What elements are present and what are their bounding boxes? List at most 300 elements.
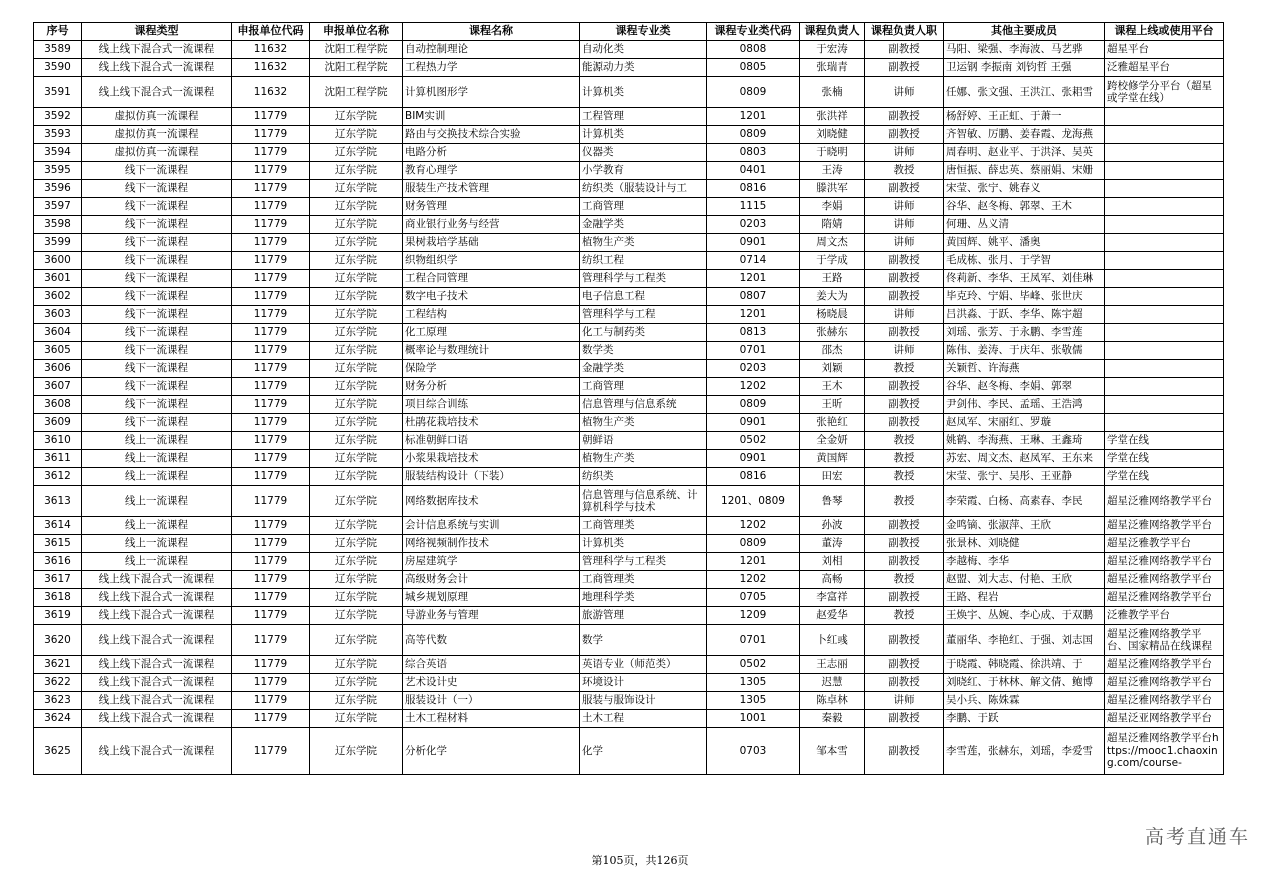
cell-title: 讲师 [865, 306, 944, 324]
cell-mcode: 1115 [707, 198, 800, 216]
cell-title: 副教授 [865, 108, 944, 126]
cell-course: 高等代数 [403, 625, 580, 656]
cell-title: 副教授 [865, 41, 944, 59]
cell-major: 计算机类 [580, 535, 707, 553]
cell-platform: 泛雅超星平台 [1105, 59, 1224, 77]
cell-school: 辽东学院 [310, 486, 403, 517]
cell-school: 辽东学院 [310, 378, 403, 396]
cell-members: 马阳、梁强、李海波、马艺骅 [944, 41, 1105, 59]
cell-leader: 张楠 [800, 77, 865, 108]
cell-mcode: 1202 [707, 517, 800, 535]
cell-type: 线上线下混合式一流课程 [82, 59, 232, 77]
cell-members: 任娜、张文强、王洪江、张耜雪 [944, 77, 1105, 108]
header-row [34, 23, 1224, 41]
table-row [34, 360, 1224, 378]
cell-major: 纺织工程 [580, 252, 707, 270]
cell-mcode: 1201 [707, 553, 800, 571]
cell-course: 织物组织学 [403, 252, 580, 270]
cell-leader: 秦毅 [800, 710, 865, 728]
cell-major: 电子信息工程 [580, 288, 707, 306]
cell-no: 3614 [34, 517, 82, 535]
table-row [34, 414, 1224, 432]
cell-no: 3615 [34, 535, 82, 553]
table-row [34, 306, 1224, 324]
cell-school: 辽东学院 [310, 589, 403, 607]
cell-members: 李雪莲，张赫东，刘瑶，李爱雪 [944, 728, 1105, 775]
cell-type: 线上一流课程 [82, 450, 232, 468]
cell-members: 李荣霞、白杨、高素春、李民 [944, 486, 1105, 517]
table-row [34, 432, 1224, 450]
cell-major: 工商管理 [580, 198, 707, 216]
cell-members: 尹剑伟、李民、孟瑶、王浩鸿 [944, 396, 1105, 414]
cell-title: 副教授 [865, 728, 944, 775]
cell-school: 辽东学院 [310, 162, 403, 180]
cell-school: 辽东学院 [310, 450, 403, 468]
cell-type: 线上线下混合式一流课程 [82, 607, 232, 625]
cell-leader: 张赫东 [800, 324, 865, 342]
cell-platform [1105, 216, 1224, 234]
cell-school: 辽东学院 [310, 571, 403, 589]
cell-mcode: 0502 [707, 656, 800, 674]
cell-members: 董丽华、李艳红、于强、刘志国 [944, 625, 1105, 656]
cell-leader: 杨晓晨 [800, 306, 865, 324]
cell-title: 教授 [865, 571, 944, 589]
cell-school: 辽东学院 [310, 306, 403, 324]
cell-mcode: 0807 [707, 288, 800, 306]
cell-major: 数学 [580, 625, 707, 656]
cell-no: 3596 [34, 180, 82, 198]
cell-type: 线上线下混合式一流课程 [82, 692, 232, 710]
table-body [34, 41, 1224, 775]
cell-code: 11779 [232, 517, 310, 535]
page-footer: 第105页，共126页 [591, 854, 689, 867]
cell-platform [1105, 234, 1224, 252]
cell-platform [1105, 378, 1224, 396]
cell-platform: 学堂在线 [1105, 468, 1224, 486]
cell-platform: 超星泛雅网络教学平台 [1105, 674, 1224, 692]
cell-leader: 张洪祥 [800, 108, 865, 126]
cell-major: 计算机类 [580, 77, 707, 108]
cell-platform: 泛雅教学平台 [1105, 607, 1224, 625]
cell-leader: 高畅 [800, 571, 865, 589]
cell-mcode: 0805 [707, 59, 800, 77]
cell-major: 植物生产类 [580, 414, 707, 432]
cell-platform: 超星泛雅网络教学平台 [1105, 553, 1224, 571]
cell-code: 11779 [232, 674, 310, 692]
col-header-major-code: 课程专业类代码 [707, 23, 800, 41]
cell-no: 3604 [34, 324, 82, 342]
cell-no: 3622 [34, 674, 82, 692]
table-row [34, 144, 1224, 162]
cell-course: 艺术设计史 [403, 674, 580, 692]
cell-type: 线下一流课程 [82, 306, 232, 324]
cell-code: 11779 [232, 162, 310, 180]
cell-no: 3595 [34, 162, 82, 180]
cell-code: 11779 [232, 288, 310, 306]
cell-mcode: 1202 [707, 571, 800, 589]
cell-major: 化学 [580, 728, 707, 775]
cell-members: 于晓霞、韩晓霞、徐洪靖、于 [944, 656, 1105, 674]
table-row [34, 126, 1224, 144]
cell-school: 辽东学院 [310, 656, 403, 674]
cell-mcode: 1201、0809 [707, 486, 800, 517]
cell-type: 线上一流课程 [82, 535, 232, 553]
table-row [34, 59, 1224, 77]
cell-type: 线下一流课程 [82, 162, 232, 180]
cell-platform: 学堂在线 [1105, 432, 1224, 450]
cell-course: 分析化学 [403, 728, 580, 775]
cell-code: 11779 [232, 216, 310, 234]
cell-title: 教授 [865, 486, 944, 517]
cell-platform [1105, 144, 1224, 162]
cell-no: 3610 [34, 432, 82, 450]
cell-mcode: 0809 [707, 396, 800, 414]
cell-no: 3620 [34, 625, 82, 656]
cell-major: 管理科学与工程类 [580, 553, 707, 571]
cell-mcode: 0703 [707, 728, 800, 775]
cell-leader: 王木 [800, 378, 865, 396]
cell-code: 11779 [232, 270, 310, 288]
cell-course: 化工原理 [403, 324, 580, 342]
cell-title: 讲师 [865, 77, 944, 108]
table-row [34, 486, 1224, 517]
cell-title: 副教授 [865, 625, 944, 656]
cell-members: 宋莹、张宁、吴彤、王亚静 [944, 468, 1105, 486]
cell-leader: 刘颖 [800, 360, 865, 378]
cell-code: 11779 [232, 180, 310, 198]
cell-platform: 超星泛亚网络教学平台 [1105, 710, 1224, 728]
cell-title: 副教授 [865, 59, 944, 77]
cell-leader: 王路 [800, 270, 865, 288]
cell-mcode: 0701 [707, 625, 800, 656]
cell-course: 计算机图形学 [403, 77, 580, 108]
cell-code: 11779 [232, 571, 310, 589]
cell-no: 3621 [34, 656, 82, 674]
cell-code: 11779 [232, 252, 310, 270]
cell-school: 辽东学院 [310, 360, 403, 378]
cell-school: 辽东学院 [310, 692, 403, 710]
cell-mcode: 1201 [707, 270, 800, 288]
cell-no: 3625 [34, 728, 82, 775]
cell-leader: 王涛 [800, 162, 865, 180]
cell-platform: 跨校修学分平台（超星或学堂在线） [1105, 77, 1224, 108]
cell-school: 辽东学院 [310, 468, 403, 486]
cell-title: 副教授 [865, 270, 944, 288]
cell-type: 线下一流课程 [82, 288, 232, 306]
cell-major: 工商管理 [580, 378, 707, 396]
cell-code: 11779 [232, 432, 310, 450]
cell-major: 地理科学类 [580, 589, 707, 607]
cell-school: 辽东学院 [310, 607, 403, 625]
cell-leader: 迟慧 [800, 674, 865, 692]
cell-title: 副教授 [865, 396, 944, 414]
cell-code: 11779 [232, 450, 310, 468]
cell-major: 管理科学与工程 [580, 306, 707, 324]
cell-no: 3611 [34, 450, 82, 468]
cell-no: 3598 [34, 216, 82, 234]
cell-members: 苏宏、周文杰、赵凤军、王东来 [944, 450, 1105, 468]
cell-platform: 超星泛雅网络教学平台 [1105, 517, 1224, 535]
cell-major: 环境设计 [580, 674, 707, 692]
cell-course: 工程热力学 [403, 59, 580, 77]
cell-mcode: 1305 [707, 692, 800, 710]
cell-major: 英语专业（师范类） [580, 656, 707, 674]
cell-school: 辽东学院 [310, 288, 403, 306]
cell-leader: 卜红彧 [800, 625, 865, 656]
cell-platform: 学堂在线 [1105, 450, 1224, 468]
cell-type: 线下一流课程 [82, 216, 232, 234]
cell-members: 毕克玲、宁娟、毕峰、张世庆 [944, 288, 1105, 306]
cell-school: 辽东学院 [310, 180, 403, 198]
cell-leader: 隋婧 [800, 216, 865, 234]
cell-school: 辽东学院 [310, 324, 403, 342]
cell-major: 工商管理类 [580, 571, 707, 589]
cell-title: 讲师 [865, 342, 944, 360]
cell-members: 卫运钢 李振南 刘钧哲 王强 [944, 59, 1105, 77]
cell-type: 线上线下混合式一流课程 [82, 674, 232, 692]
cell-type: 虚拟仿真一流课程 [82, 144, 232, 162]
cell-code: 11779 [232, 396, 310, 414]
cell-platform [1105, 126, 1224, 144]
cell-mcode: 0203 [707, 216, 800, 234]
cell-leader: 田宏 [800, 468, 865, 486]
cell-leader: 周文杰 [800, 234, 865, 252]
cell-members: 李越梅、李华 [944, 553, 1105, 571]
cell-type: 线下一流课程 [82, 234, 232, 252]
cell-mcode: 1201 [707, 306, 800, 324]
cell-platform [1105, 360, 1224, 378]
cell-no: 3607 [34, 378, 82, 396]
cell-platform: 超星泛雅网络教学平台https://mooc1.chaoxing.com/course- [1105, 728, 1224, 775]
col-header-leader: 课程负责人 [800, 23, 865, 41]
cell-no: 3603 [34, 306, 82, 324]
cell-members: 宋莹、张宁、姚春义 [944, 180, 1105, 198]
cell-school: 辽东学院 [310, 342, 403, 360]
cell-members: 刘瑶、张芳、于永鹏、李雪莲 [944, 324, 1105, 342]
table-row [34, 288, 1224, 306]
cell-type: 线上线下混合式一流课程 [82, 589, 232, 607]
cell-course: 工程结构 [403, 306, 580, 324]
cell-type: 线下一流课程 [82, 360, 232, 378]
table-row [34, 517, 1224, 535]
cell-no: 3594 [34, 144, 82, 162]
cell-no: 3592 [34, 108, 82, 126]
table-row [34, 180, 1224, 198]
cell-no: 3616 [34, 553, 82, 571]
cell-mcode: 0816 [707, 180, 800, 198]
cell-school: 辽东学院 [310, 553, 403, 571]
cell-leader: 于学成 [800, 252, 865, 270]
cell-members: 刘晓红、于林林、解文倩、鲍博 [944, 674, 1105, 692]
cell-type: 线下一流课程 [82, 342, 232, 360]
cell-code: 11779 [232, 108, 310, 126]
col-header-type: 课程类型 [82, 23, 232, 41]
table-row [34, 625, 1224, 656]
cell-mcode: 0901 [707, 450, 800, 468]
table-row [34, 198, 1224, 216]
cell-title: 讲师 [865, 216, 944, 234]
cell-mcode: 0401 [707, 162, 800, 180]
cell-title: 讲师 [865, 144, 944, 162]
cell-title: 教授 [865, 607, 944, 625]
cell-leader: 姜大为 [800, 288, 865, 306]
cell-course: 路由与交换技术综合实验 [403, 126, 580, 144]
course-table-container [33, 22, 1224, 775]
cell-leader: 邵杰 [800, 342, 865, 360]
cell-course: 会计信息系统与实训 [403, 517, 580, 535]
cell-members: 齐智敏、厉鹏、姜春霞、龙海燕 [944, 126, 1105, 144]
cell-code: 11779 [232, 234, 310, 252]
cell-title: 副教授 [865, 252, 944, 270]
cell-type: 线下一流课程 [82, 414, 232, 432]
cell-course: 自动控制理论 [403, 41, 580, 59]
cell-platform: 超星泛雅网络教学平台 [1105, 656, 1224, 674]
cell-major: 计算机类 [580, 126, 707, 144]
cell-members: 陈伟、姜涛、于庆年、张敬儒 [944, 342, 1105, 360]
cell-code: 11779 [232, 306, 310, 324]
cell-title: 教授 [865, 162, 944, 180]
table-row [34, 589, 1224, 607]
cell-members: 杨舒婷、王正虹、于萧一 [944, 108, 1105, 126]
cell-type: 线上一流课程 [82, 553, 232, 571]
cell-platform [1105, 396, 1224, 414]
cell-code: 11779 [232, 144, 310, 162]
cell-course: 项目综合训练 [403, 396, 580, 414]
table-row [34, 656, 1224, 674]
cell-members: 金鸣镝、张淑萍、王欣 [944, 517, 1105, 535]
cell-leader: 赵爱华 [800, 607, 865, 625]
cell-course: 服装生产技术管理 [403, 180, 580, 198]
cell-type: 虚拟仿真一流课程 [82, 126, 232, 144]
cell-platform [1105, 180, 1224, 198]
cell-platform [1105, 162, 1224, 180]
table-row [34, 216, 1224, 234]
cell-leader: 孙波 [800, 517, 865, 535]
cell-major: 能源动力类 [580, 59, 707, 77]
col-header-platform: 课程上线或使用平台 [1105, 23, 1224, 41]
cell-members: 唐恒振、薛忠英、蔡丽娟、宋姗 [944, 162, 1105, 180]
cell-leader: 张艳红 [800, 414, 865, 432]
table-row [34, 674, 1224, 692]
cell-course: 财务管理 [403, 198, 580, 216]
cell-no: 3623 [34, 692, 82, 710]
cell-title: 副教授 [865, 126, 944, 144]
cell-no: 3597 [34, 198, 82, 216]
cell-mcode: 1202 [707, 378, 800, 396]
cell-no: 3590 [34, 59, 82, 77]
cell-school: 辽东学院 [310, 517, 403, 535]
cell-major: 管理科学与工程类 [580, 270, 707, 288]
course-table [33, 22, 1224, 775]
cell-mcode: 1001 [707, 710, 800, 728]
cell-code: 11779 [232, 198, 310, 216]
cell-platform: 超星平台 [1105, 41, 1224, 59]
cell-major: 土木工程 [580, 710, 707, 728]
cell-course: 工程合同管理 [403, 270, 580, 288]
cell-mcode: 0809 [707, 126, 800, 144]
cell-members: 何珊、丛义清 [944, 216, 1105, 234]
table-row [34, 342, 1224, 360]
cell-school: 辽东学院 [310, 270, 403, 288]
table-row [34, 378, 1224, 396]
cell-major: 仪器类 [580, 144, 707, 162]
cell-course: 网络数据库技术 [403, 486, 580, 517]
cell-platform [1105, 288, 1224, 306]
col-header-school: 申报单位名称 [310, 23, 403, 41]
cell-code: 11779 [232, 126, 310, 144]
cell-type: 线下一流课程 [82, 324, 232, 342]
cell-no: 3599 [34, 234, 82, 252]
cell-leader: 刘晓健 [800, 126, 865, 144]
cell-type: 线上线下混合式一流课程 [82, 710, 232, 728]
cell-members: 王焕宇、丛婉、李心成、于双鹏 [944, 607, 1105, 625]
cell-leader: 于宏涛 [800, 41, 865, 59]
col-header-code: 申报单位代码 [232, 23, 310, 41]
cell-code: 11632 [232, 77, 310, 108]
cell-platform: 超星泛雅网络教学平台 [1105, 692, 1224, 710]
cell-school: 辽东学院 [310, 535, 403, 553]
cell-title: 副教授 [865, 553, 944, 571]
cell-title: 副教授 [865, 288, 944, 306]
cell-title: 讲师 [865, 198, 944, 216]
cell-code: 11779 [232, 589, 310, 607]
cell-platform [1105, 324, 1224, 342]
cell-title: 教授 [865, 432, 944, 450]
cell-no: 3602 [34, 288, 82, 306]
cell-type: 线下一流课程 [82, 180, 232, 198]
cell-title: 教授 [865, 468, 944, 486]
cell-members: 黄国辉、姚平、潘奥 [944, 234, 1105, 252]
cell-leader: 张瑞青 [800, 59, 865, 77]
cell-school: 辽东学院 [310, 414, 403, 432]
cell-platform [1105, 198, 1224, 216]
cell-major: 化工与制药类 [580, 324, 707, 342]
cell-code: 11632 [232, 59, 310, 77]
cell-major: 数学类 [580, 342, 707, 360]
cell-code: 11779 [232, 710, 310, 728]
cell-type: 线上一流课程 [82, 432, 232, 450]
table-row [34, 553, 1224, 571]
cell-course: 高级财务会计 [403, 571, 580, 589]
cell-major: 旅游管理 [580, 607, 707, 625]
cell-major: 植物生产类 [580, 450, 707, 468]
cell-course: 保险学 [403, 360, 580, 378]
cell-members: 佟莉新、李华、王凤军、刘佳琳 [944, 270, 1105, 288]
cell-no: 3593 [34, 126, 82, 144]
cell-no: 3605 [34, 342, 82, 360]
table-row [34, 162, 1224, 180]
cell-school: 沈阳工程学院 [310, 41, 403, 59]
table-row [34, 324, 1224, 342]
cell-title: 副教授 [865, 656, 944, 674]
cell-type: 线下一流课程 [82, 270, 232, 288]
cell-mcode: 0203 [707, 360, 800, 378]
cell-major: 纺织类 [580, 468, 707, 486]
cell-leader: 李娟 [800, 198, 865, 216]
cell-school: 辽东学院 [310, 674, 403, 692]
cell-course: 综合英语 [403, 656, 580, 674]
cell-leader: 鲁琴 [800, 486, 865, 517]
table-row [34, 270, 1224, 288]
cell-school: 辽东学院 [310, 710, 403, 728]
cell-platform: 超星泛雅网络教学平台、国家精品在线课程 [1105, 625, 1224, 656]
table-row [34, 252, 1224, 270]
cell-members: 毛成栋、张月、于学智 [944, 252, 1105, 270]
cell-code: 11779 [232, 414, 310, 432]
cell-title: 教授 [865, 360, 944, 378]
cell-course: 导游业务与管理 [403, 607, 580, 625]
cell-course: 房屋建筑学 [403, 553, 580, 571]
